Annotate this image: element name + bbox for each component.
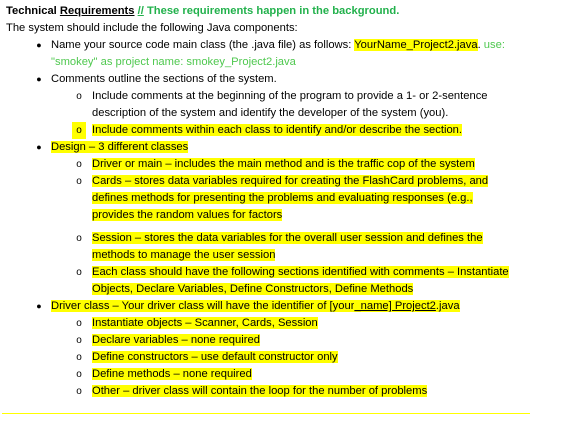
sub-item-other: o Other – driver class will contain the loop for the number of problems (6, 383, 584, 400)
sub-item-comments-2: o Include comments within each class to identify and/or describe the section. (6, 122, 584, 139)
sub-item-driver: o Driver or main – includes the main method and is the traffic cop of the system (6, 156, 584, 173)
sub-item-declare: o Declare variables – none required (6, 332, 584, 349)
heading-label: Technical (6, 5, 57, 17)
sub-item-sections-cont: Objects, Declare Variables, Define Constructors, Define Methods (92, 283, 414, 295)
sub-bullet-icon: o (76, 176, 82, 187)
sub-bullet-icon: o (76, 369, 82, 380)
heading-requirements: Requirements (59, 5, 135, 17)
sub-bullet-icon: o (76, 386, 82, 397)
sub-item-session-cont: methods to manage the user session (92, 249, 276, 261)
list-item-naming: ● Name your source code main class (the .java file) as follows: YourName_Project2.java. use: (6, 37, 584, 54)
heading-note: These requirements happen in the background. (146, 5, 400, 17)
sub-bullet-icon: o (76, 318, 82, 329)
sub-item-cards: o Cards – stores data variables required for creating the FlashCard problems, and (6, 173, 584, 190)
list-item-design: ● Design – 3 different classes (6, 139, 584, 156)
sub-item-methods: o Define methods – none required (6, 366, 584, 383)
bottom-highlight-rule (2, 413, 530, 414)
sub-bullet-icon: o (76, 335, 82, 346)
sub-bullet-icon: o (76, 233, 82, 244)
list-item-driver-class: ● Driver class – Your driver class will have the identifier of [your_name] Project2.java (6, 298, 584, 315)
sub-item-cards-cont-1: defines methods for presenting the problems and evaluating responses (e.g., (92, 192, 473, 204)
sub-item-constructors: o Define constructors – use default constructor only (6, 349, 584, 366)
sub-item-session: o Session – stores the data variables for the overall user session and defines the (6, 230, 584, 247)
heading-line (6, 3, 584, 20)
sub-item-sections: o Each class should have the following sections identified with comments – Instantiate (6, 264, 584, 281)
bullet-icon: ● (36, 40, 42, 50)
highlighted-filename: YourName_Project2.java (354, 39, 478, 51)
sub-item-comments-1: o Include comments at the beginning of the program to provide a 1- or 2-sentence (6, 88, 584, 105)
list-item-comments: ● Comments outline the sections of the system. (6, 71, 584, 88)
underlined-identifier: _name] Project2 (354, 300, 436, 312)
document-page (6, 3, 584, 400)
sub-bullet-icon: o (76, 159, 82, 170)
sub-bullet-icon: o (76, 91, 82, 102)
sub-bullet-icon: o (72, 122, 86, 139)
list-item-naming-cont (6, 54, 584, 71)
bullet-icon: ● (36, 301, 42, 311)
sub-bullet-icon: o (76, 352, 82, 363)
example-note: "smokey" as project name: smokey_Project2.java (51, 56, 296, 68)
sub-bullet-icon: o (76, 267, 82, 278)
usage-note: use: (483, 39, 505, 51)
heading-slashes: // (137, 5, 144, 17)
intro-text: The system should include the following Java components: (6, 22, 298, 34)
bullet-icon: ● (36, 74, 42, 84)
sub-item-comments-1-cont: description of the system and identify the developer of the system (you). (92, 107, 449, 119)
sub-item-cards-cont-2: provides the random values for factors (92, 209, 283, 221)
sub-item-instantiate: o Instantiate objects – Scanner, Cards, Session (6, 315, 584, 332)
bullet-icon: ● (36, 142, 42, 152)
